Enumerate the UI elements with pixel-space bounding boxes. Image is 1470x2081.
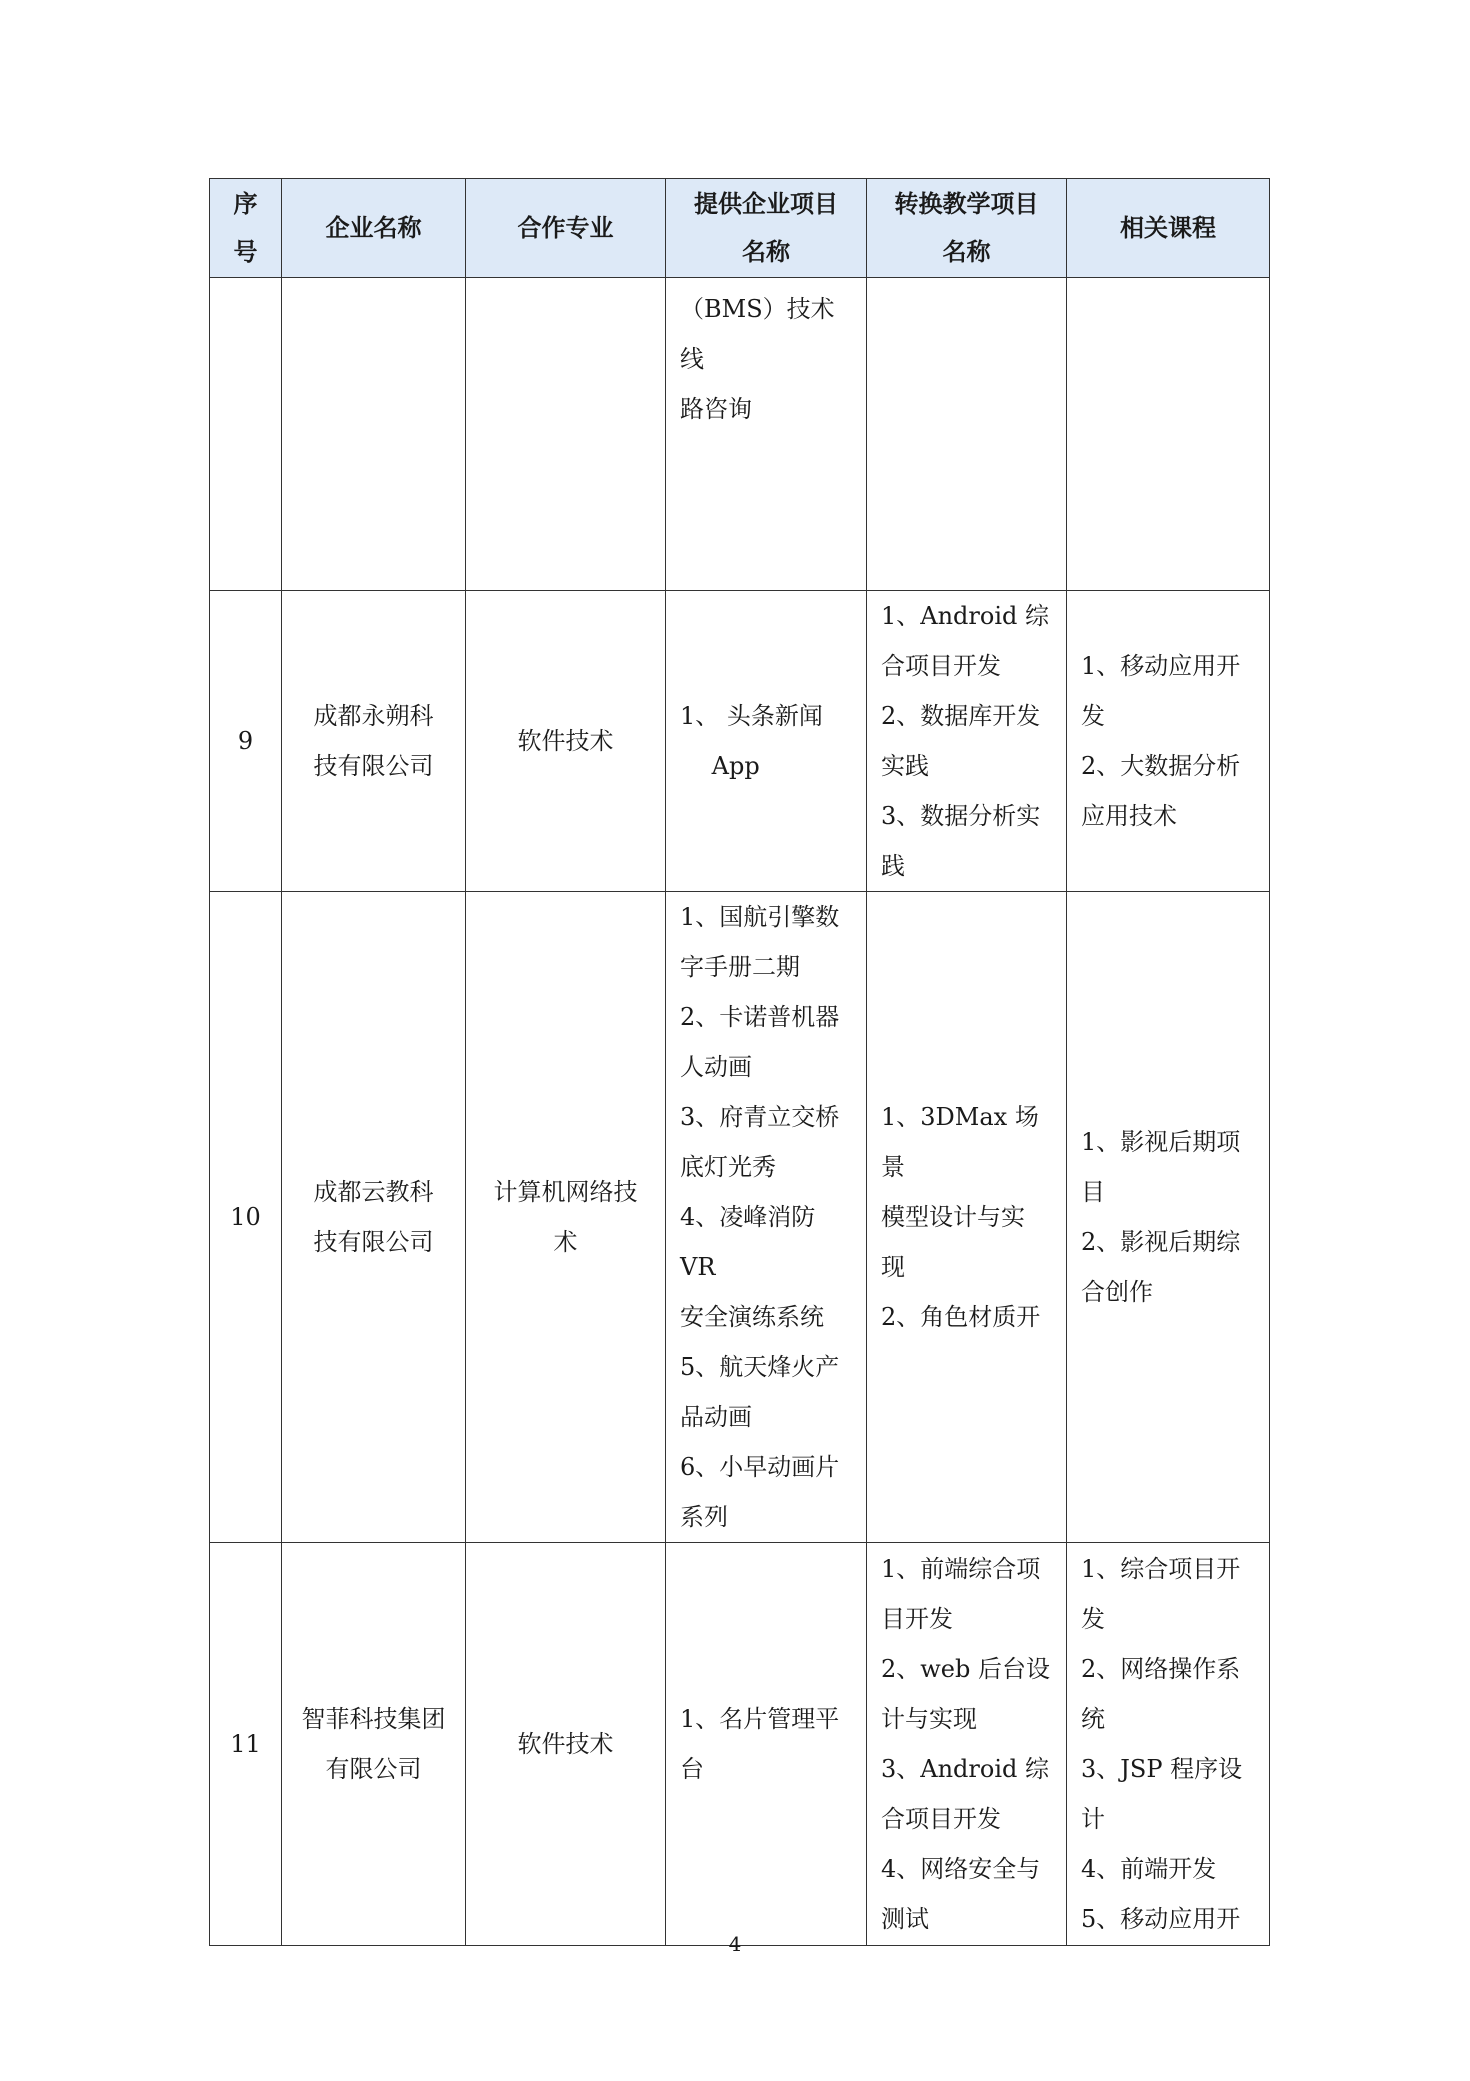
teaching-projects-cell-line: 实践 — [881, 752, 929, 780]
teaching-projects-cell-line: 目开发 — [881, 1605, 953, 1633]
related-courses-cell-line: 1、移动应用开 — [1081, 652, 1241, 680]
teaching-projects-cell-line: 测试 — [881, 1905, 929, 1933]
related-courses-cell-line: 统 — [1081, 1705, 1105, 1733]
header-major — [466, 179, 666, 278]
teaching-projects-cell — [867, 892, 1067, 1543]
header-courses — [1067, 179, 1270, 278]
major-cell-text: 软件技术 — [517, 727, 614, 755]
related-courses-cell — [1067, 1543, 1270, 1946]
enterprise-projects-cell-line: 安全演练系统 — [680, 1303, 824, 1331]
teaching-projects-cell — [867, 278, 1067, 591]
header-no — [210, 179, 282, 278]
teaching-projects-cell-line: 2、web 后台设 — [881, 1655, 1051, 1683]
major-cell — [466, 1543, 666, 1946]
enterprise-projects-cell-line: 5、航天烽火产 — [680, 1353, 840, 1381]
related-courses-cell-line: 4、前端开发 — [1081, 1855, 1217, 1883]
enterprise-projects-cell-line: 2、卡诺普机器 — [680, 1003, 840, 1031]
company-name-cell-text: 成都永朔科 技有限公司 — [313, 702, 434, 780]
related-courses-cell — [1067, 892, 1270, 1543]
teaching-projects-cell-line: 4、网络安全与 — [881, 1855, 1041, 1883]
enterprise-projects-cell-line: 系列 — [680, 1503, 728, 1531]
table-row — [210, 1543, 1270, 1946]
related-courses-cell-line: 目 — [1081, 1178, 1105, 1206]
enterprise-projects-cell-line: 1、名片管理平 — [680, 1705, 840, 1733]
enterprise-projects-cell-line: 台 — [680, 1755, 704, 1783]
cooperation-projects-table — [209, 178, 1270, 1946]
header-enterprise-project — [666, 179, 867, 278]
company-name-cell — [282, 591, 466, 892]
header-company-text: 企业名称 — [325, 213, 422, 242]
teaching-projects-cell-line: 合项目开发 — [881, 652, 1001, 680]
related-courses-cell-line: 1、影视后期项 — [1081, 1128, 1241, 1156]
enterprise-projects-cell-line: 4、凌峰消防 VR — [680, 1203, 823, 1281]
teaching-projects-cell-line: 1、Android 综 — [881, 602, 1050, 630]
related-courses-cell-line: 发 — [1081, 702, 1105, 730]
row-number-cell-text: 10 — [230, 1203, 261, 1231]
related-courses-cell-line: 1、综合项目开 — [1081, 1555, 1241, 1583]
related-courses-cell — [1067, 591, 1270, 892]
row-number-cell — [210, 591, 282, 892]
header-courses-text: 相关课程 — [1120, 213, 1216, 242]
teaching-projects-cell-line: 合项目开发 — [881, 1805, 1001, 1833]
enterprise-projects-cell-line: 1、 头条新闻 — [680, 702, 823, 730]
company-name-cell — [282, 1543, 466, 1946]
related-courses-cell-line: 3、JSP 程序设 — [1081, 1755, 1243, 1783]
teaching-projects-cell — [867, 591, 1067, 892]
related-courses-cell-line: 发 — [1081, 1605, 1105, 1633]
major-cell-text: 软件技术 — [517, 1730, 614, 1758]
teaching-projects-cell-line: 现 — [881, 1253, 905, 1281]
enterprise-projects-cell-line: 人动画 — [680, 1053, 752, 1081]
enterprise-projects-cell-line: 字手册二期 — [680, 953, 800, 981]
enterprise-projects-cell-line: 3、府青立交桥 — [680, 1103, 840, 1131]
company-name-cell-text: 成都云教科 技有限公司 — [313, 1178, 434, 1256]
enterprise-projects-cell — [666, 278, 867, 591]
related-courses-cell-line: 2、网络操作系 — [1081, 1655, 1241, 1683]
teaching-projects-cell-line: 3、数据分析实 — [881, 802, 1041, 830]
major-cell — [466, 278, 666, 591]
related-courses-cell-line: 2、大数据分析 — [1081, 752, 1241, 780]
related-courses-cell-line: 5、移动应用开 — [1081, 1905, 1241, 1933]
major-cell — [466, 892, 666, 1543]
enterprise-projects-cell-line: 品动画 — [680, 1403, 752, 1431]
related-courses-cell-line: 2、影视后期综 — [1081, 1228, 1241, 1256]
enterprise-projects-cell — [666, 1543, 867, 1946]
row-number-cell — [210, 1543, 282, 1946]
table-row — [210, 591, 1270, 892]
teaching-projects-cell-line: 3、Android 综 — [881, 1755, 1050, 1783]
table-row — [210, 278, 1270, 591]
teaching-projects-cell-line: 践 — [881, 852, 905, 880]
related-courses-cell-line: 计 — [1081, 1805, 1105, 1833]
header-no-text: 序 号 — [233, 189, 258, 266]
enterprise-projects-cell-line: （BMS）技术线 — [680, 295, 835, 373]
row-number-cell — [210, 892, 282, 1543]
row-number-cell-text: 9 — [237, 727, 254, 755]
header-company — [282, 179, 466, 278]
enterprise-projects-cell — [666, 591, 867, 892]
table-header-row — [210, 179, 1270, 278]
header-teaching-project — [867, 179, 1067, 278]
header-teaching-project-text: 转换教学项目 名称 — [894, 189, 1039, 266]
row-number-cell — [210, 278, 282, 591]
header-major-text: 合作专业 — [517, 213, 614, 242]
enterprise-projects-cell-line: 底灯光秀 — [680, 1153, 776, 1181]
teaching-projects-cell-line: 1、前端综合项 — [881, 1555, 1041, 1583]
company-name-cell-text: 智菲科技集团 有限公司 — [301, 1705, 446, 1783]
teaching-projects-cell-line: 2、数据库开发 — [881, 702, 1041, 730]
table-row — [210, 892, 1270, 1543]
related-courses-cell-line: 合创作 — [1081, 1278, 1153, 1306]
table-body — [210, 278, 1270, 1946]
enterprise-projects-cell-line: 6、小早动画片 — [680, 1453, 840, 1481]
related-courses-cell-line: 应用技术 — [1081, 802, 1177, 830]
company-name-cell — [282, 278, 466, 591]
row-number-cell-text: 11 — [230, 1730, 261, 1758]
enterprise-projects-cell — [666, 892, 867, 1543]
teaching-projects-cell-line: 1、3DMax 场景 — [881, 1103, 1039, 1181]
major-cell — [466, 591, 666, 892]
company-name-cell — [282, 892, 466, 1543]
enterprise-projects-cell-line: App — [680, 752, 760, 780]
teaching-projects-cell-line: 2、角色材质开 — [881, 1303, 1041, 1331]
enterprise-projects-cell-line: 路咨询 — [680, 395, 752, 423]
header-enterprise-project-text: 提供企业项目 名称 — [694, 189, 838, 266]
major-cell-text: 计算机网络技 术 — [493, 1178, 638, 1256]
page-number: 4 — [728, 1932, 742, 1956]
teaching-projects-cell — [867, 1543, 1067, 1946]
teaching-projects-cell-line: 计与实现 — [881, 1705, 977, 1733]
teaching-projects-cell-line: 模型设计与实 — [881, 1203, 1025, 1231]
enterprise-projects-cell-line: 1、国航引擎数 — [680, 903, 840, 931]
related-courses-cell — [1067, 278, 1270, 591]
